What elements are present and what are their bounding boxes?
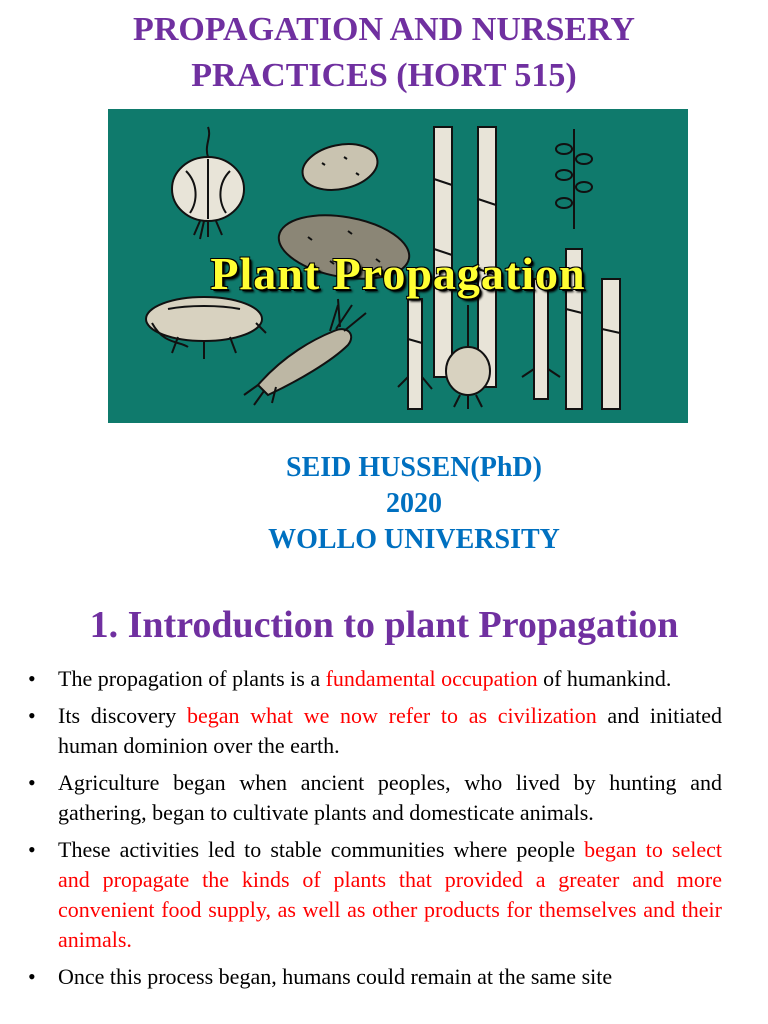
bullet-highlight: fundamental occupation bbox=[325, 666, 538, 691]
hero-caption: Plant Propagation bbox=[210, 248, 586, 299]
bullet-marker: • bbox=[28, 666, 36, 691]
section-heading: 1. Introduction to plant Propagation bbox=[89, 604, 679, 646]
potato-sketch bbox=[298, 138, 381, 197]
onion-bulb-sketch bbox=[172, 127, 244, 239]
presentation-year: 2020 bbox=[386, 488, 442, 519]
institution-name: WOLLO UNIVERSITY bbox=[268, 524, 560, 555]
author-name: SEID HUSSEN(PhD) bbox=[286, 452, 542, 483]
bullet-marker: • bbox=[28, 964, 36, 989]
bullet-text: Once this process began, humans could remain at the same site bbox=[58, 964, 613, 989]
corm-sketch bbox=[146, 297, 266, 359]
bullet-text: The propagation of plants is a bbox=[58, 666, 326, 691]
bullet-marker: • bbox=[28, 837, 36, 862]
bullet-marker: • bbox=[28, 703, 36, 728]
bullet-text: Its discovery bbox=[58, 703, 187, 728]
bullet-item bbox=[28, 701, 722, 761]
bullet-item bbox=[28, 768, 722, 828]
bullet-text-end: and initiated human dominion over the earth. bbox=[58, 703, 723, 758]
bullet-highlight: began what we now refer to as civilization bbox=[186, 703, 597, 728]
introduction-bullet-list bbox=[28, 664, 722, 999]
bullet-highlight: began to select and propagate the kinds of plants that provided a greater and more convenient food supply, as well as other products for themselves and their animals. bbox=[58, 837, 722, 952]
leafy-shoot-sketch bbox=[556, 129, 592, 229]
slide-title-line-1: PROPAGATION AND NURSERY bbox=[133, 11, 635, 48]
bullet-marker: • bbox=[28, 770, 36, 795]
bullet-text-end: of humankind. bbox=[537, 666, 672, 691]
bullet-item bbox=[28, 962, 722, 992]
bullet-item bbox=[28, 835, 722, 955]
root-sketch bbox=[244, 299, 366, 405]
bullet-item bbox=[28, 664, 722, 694]
plant-propagation-illustration bbox=[108, 109, 688, 423]
bullet-text: These activities led to stable communities where people bbox=[58, 837, 585, 862]
slide-title-line-2: PRACTICES (HORT 515) bbox=[191, 57, 577, 94]
bullet-text: Agriculture began when ancient peoples, who lived by hunting and gathering, began to cultivate plants and domesticate animals. bbox=[58, 770, 722, 825]
